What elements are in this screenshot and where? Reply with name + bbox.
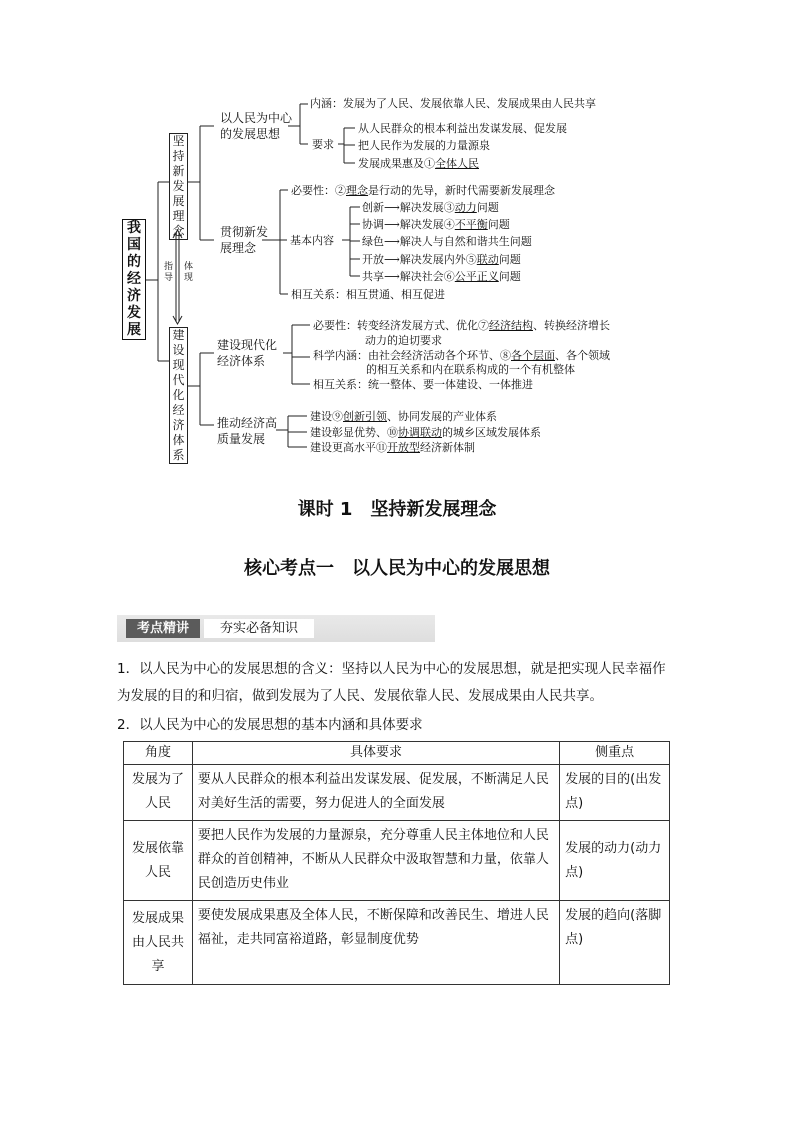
node-label-line: 推动经济高 (217, 416, 278, 430)
requirement-item: 把人民作为发展的力量源泉 (358, 139, 490, 152)
build-item: 建设更高水平⑪开放型经济新体制 (310, 441, 475, 454)
node-high-quality-development (217, 415, 277, 447)
table-cell-angle: 发展成果由人民共享 (124, 901, 193, 985)
requirement-item: 发展成果惠及①全体人民 (358, 157, 479, 170)
table-header-cell: 具体要求 (192, 742, 559, 765)
answer-blank: 不平衡 (454, 218, 488, 231)
answer-blank: 全体人民 (435, 157, 479, 170)
concept-item: 绿色⟶解决人与自然和谐共生问题 (362, 235, 532, 248)
link-label-guide: 指导 (164, 262, 174, 283)
table-cell-focus: 发展的目的(出发点) (560, 765, 670, 821)
mind-map-root: 我国的经济发展 (122, 219, 146, 340)
answer-blank: 动力 (454, 201, 477, 214)
table-header-row (124, 742, 670, 765)
table-header-cell: 侧重点 (560, 742, 670, 765)
scientific-connotation-line2: 的相互关系和内在联系构成的一个有机整体 (366, 363, 575, 376)
necessity-text-line2: 动力的迫切要求 (365, 334, 442, 347)
basic-content-label: 基本内容 (290, 234, 334, 247)
answer-blank: 公平正义 (454, 270, 499, 283)
node-label-line: 经济体系 (217, 354, 266, 368)
necessity-text: 必要性：②理念是行动的先导，新时代需要新发展理念 (291, 184, 555, 197)
table-row (124, 901, 670, 985)
connotation-text: 内涵：发展为了人民、发展依靠人民、发展成果由人民共享 (310, 97, 596, 110)
mutual-relation-text: 相互关系：相互贯通、相互促进 (291, 288, 445, 301)
node-label-line: 建设现代化 (217, 338, 278, 352)
table-cell-angle: 发展为了人民 (124, 765, 193, 821)
build-item: 建设⑨创新引领、协同发展的产业体系 (310, 410, 497, 423)
necessity-text: 必要性：转变经济发展方式、优化⑦经济结构、转换经济增长 (313, 319, 610, 332)
banner-subtitle: 夯实必备知识 (204, 619, 314, 638)
branch-new-development-concept: 坚持新发展理念 (169, 133, 188, 240)
table-cell-focus: 发展的动力(动力点) (560, 821, 670, 901)
concept-item: 共享⟶解决社会⑥公平正义问题 (362, 270, 521, 283)
answer-blank: 创新引领 (343, 410, 387, 423)
node-label-line: 贯彻新发 (220, 225, 269, 239)
paragraph-definition (117, 656, 682, 710)
table-cell-requirement: 要把人民作为发展的力量源泉，充分尊重人民主体地位和人民群众的首创精神，不断从人民群众中汲取智慧和力量，依靠人民创造历史伟业 (192, 821, 559, 901)
table-row (124, 821, 670, 901)
answer-blank: 理念 (346, 184, 368, 197)
node-build-modern-system (217, 337, 277, 369)
concept-item: 创新⟶解决发展③动力问题 (362, 201, 499, 214)
concept-item: 协调⟶解决发展④不平衡问题 (362, 218, 510, 231)
requirements-table (123, 741, 670, 985)
table-cell-focus: 发展的趋向(落脚点) (560, 901, 670, 985)
concept-item: 开放⟶解决发展内外⑤联动问题 (362, 253, 521, 266)
answer-blank: 协调联动 (398, 426, 442, 439)
banner-tag: 考点精讲 (126, 619, 200, 638)
node-implement-concept (220, 224, 268, 256)
answer-blank: 各个层面 (511, 349, 555, 362)
section-banner (117, 615, 435, 642)
node-label-line: 展理念 (220, 241, 257, 255)
node-label-line: 的发展思想 (220, 127, 281, 141)
section-title: 核心考点一 以人民为中心的发展思想 (244, 558, 550, 579)
lesson-title: 课时 1 坚持新发展理念 (297, 499, 497, 520)
table-cell-requirement: 要从人民群众的根本利益出发谋发展、促发展，不断满足人民对美好生活的需要，努力促进人的全面发展 (192, 765, 559, 821)
node-label-line: 以人民为中心 (220, 111, 293, 125)
table-cell-angle: 发展依靠人民 (124, 821, 193, 901)
answer-blank: 经济结构 (489, 319, 533, 332)
table-header-cell: 角度 (124, 742, 193, 765)
scientific-connotation-text: 科学内涵：由社会经济活动各个环节、⑧各个层面、各个领域 (313, 349, 610, 362)
mutual-relation-text: 相互关系：统一整体、要一体建设、一体推进 (313, 378, 533, 391)
node-label-line: 质量发展 (217, 432, 266, 446)
paragraph-heading-2: 2．以人民为中心的发展思想的基本内涵和具体要求 (117, 717, 423, 733)
paragraph-line: 1．以人民为中心的发展思想的含义：坚持以人民为中心的发展思想，就是把实现人民幸福作 (117, 661, 666, 677)
branch-modern-economic-system: 建设现代化经济体系 (169, 327, 188, 464)
node-people-centered (220, 110, 292, 142)
requirement-label: 要求 (312, 138, 334, 151)
requirement-item: 从人民群众的根本利益出发谋发展、促发展 (358, 122, 567, 135)
paragraph-line: 为发展的目的和归宿，做到发展为了人民、发展依靠人民、发展成果由人民共享。 (117, 688, 603, 704)
table-cell-requirement: 要使发展成果惠及全体人民，不断保障和改善民生、增进人民福祉，走共同富裕道路，彰显制度优势 (192, 901, 559, 985)
table-row (124, 765, 670, 821)
build-item: 建设彰显优势、⑩协调联动的城乡区域发展体系 (310, 426, 541, 439)
link-label-embody: 体现 (184, 262, 194, 283)
answer-blank: 开放型 (387, 441, 420, 454)
answer-blank: 联动 (476, 253, 499, 266)
